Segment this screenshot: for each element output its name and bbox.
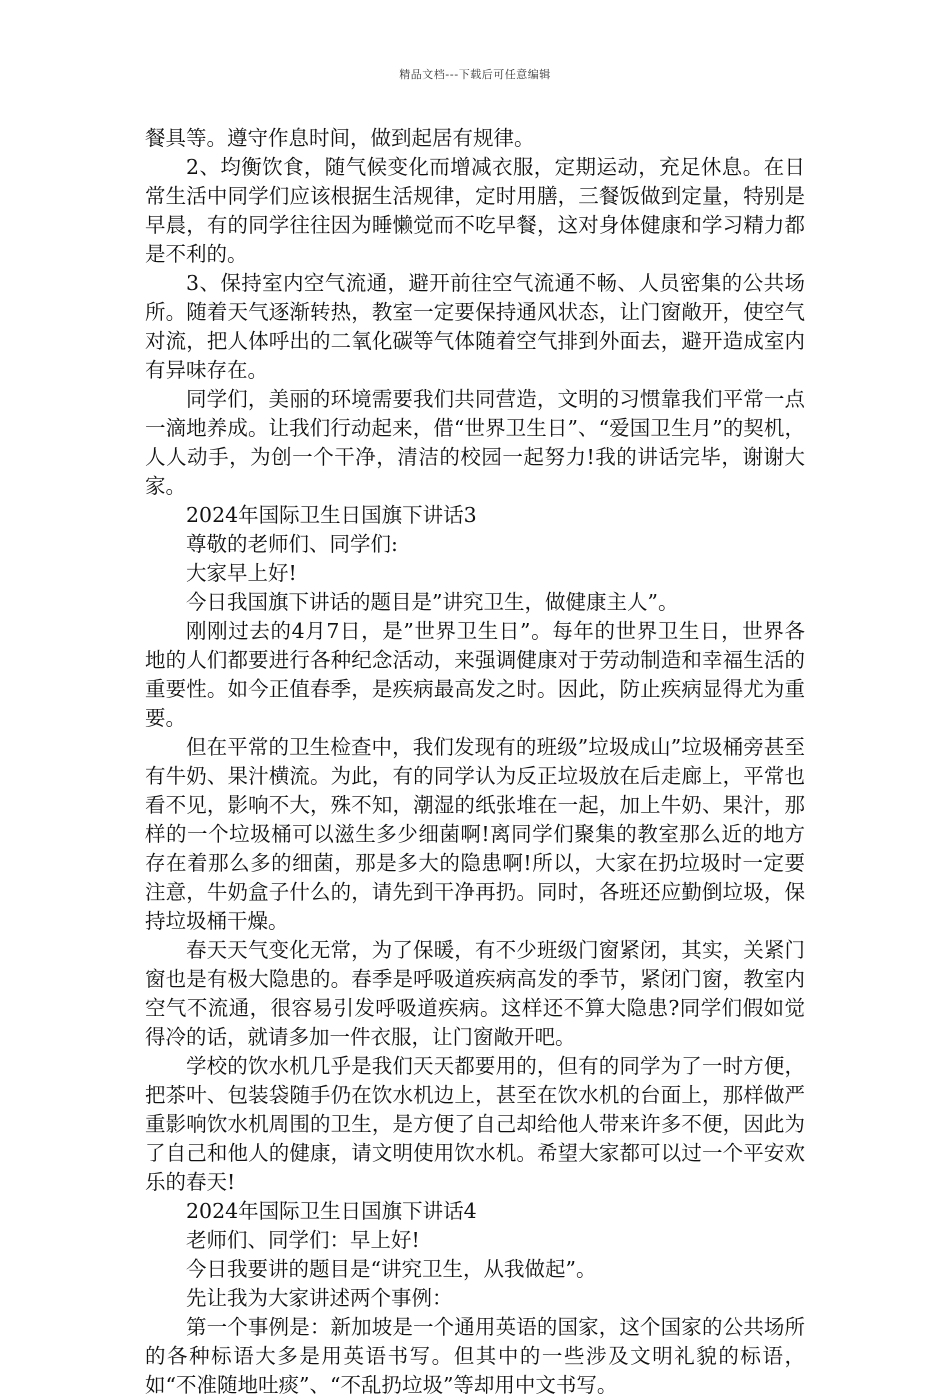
paragraph: 学校的饮水机几乎是我们天天都要用的，但有的同学为了一时方便，把茶叶、包装袋随手仍在饮水机边上，甚至在饮水机的台面上，那样做严重影响饮水机周围的卫生，是方便了自己却给他人带来许多不便，因此为了自己和他人的健康，请文明使用饮水机。希望大家都可以过一个平安欢乐的春天! [145,1054,805,1194]
paragraph: 今日我要讲的题目是“讲究卫生，从我做起”。 [186,1257,597,1281]
greeting: 大家早上好! [186,561,297,585]
paragraph: 2、均衡饮食，随气候变化而增减衣服，定期运动，充足休息。在日常生活中同学们应该根据生活规律，定时用膳，三餐饭做到定量，特别是早晨，有的同学往往因为睡懒觉而不吃早餐，这对身体健康和学习精力都是不利的。 [145,155,805,266]
paragraph: 3、保持室内空气流通，避开前往空气流通不畅、人员密集的公共场所。随着天气逐渐转热，教室一定要保持通风状态，让门窗敞开，使空气对流，把人体呼出的二氧化碳等气体随着空气排到外面去，避开造成室内有异味存在。 [145,271,805,382]
page-header: 精品文档---下载后可任意编辑 [399,68,551,81]
paragraph: 刚刚过去的4月7日，是”世界卫生日”。每年的世界卫生日，世界各地的人们都要进行各种纪念活动，来强调健康对于劳动制造和幸福生活的重要性。如今正值春季，是疾病最高发之时。因此，防止疾病显得尤为重要。 [145,619,805,730]
document-body [145,124,805,1400]
paragraph: 今日我国旗下讲话的题目是”讲究卫生，做健康主人”。 [186,590,679,614]
salutation: 老师们、同学们：早上好! [186,1228,420,1252]
paragraph: 第一个事例是：新加坡是一个通用英语的国家，这个国家的公共场所的各种标语大多是用英语书写。但其中的一些涉及文明礼貌的标语，如“不准随地吐痰”、“不乱扔垃圾”等却用中文书写。 [145,1315,805,1397]
paragraph: 但在平常的卫生检查中，我们发现有的班级”垃圾成山”垃圾桶旁甚至有牛奶、果汁横流。为此，有的同学认为反正垃圾放在后走廊上，平常也看不见，影响不大，殊不知，潮湿的纸张堆在一起，加上牛奶、果汁，那样的一个垃圾桶可以滋生多少细菌啊!离同学们聚集的教室那么近的地方存在着那么多的细菌，那是多大的隐患啊!所以，大家在扔垃圾时一定要注意，牛奶盒子什么的，请先到干净再扔。同时，各班还应勤倒垃圾，保持垃圾桶干燥。 [145,735,805,933]
salutation: 尊敬的老师们、同学们: [186,532,398,556]
paragraph: 餐具等。遵守作息时间，做到起居有规律。 [145,126,535,150]
paragraph: 先让我为大家讲述两个事例： [186,1286,453,1310]
section-title: 2024年国际卫生日国旗下讲话3 [186,503,477,527]
paragraph: 同学们，美丽的环境需要我们共同营造，文明的习惯靠我们平常一点一滴地养成。让我们行动起来，借“世界卫生日”、“爱国卫生月”的契机，人人动手，为创一个干净，清洁的校园一起努力!我的讲话完毕，谢谢大家。 [145,387,805,498]
paragraph: 春天天气变化无常，为了保暖，有不少班级门窗紧闭，其实，关紧门窗也是有极大隐患的。春季是呼吸道疾病高发的季节，紧闭门窗，教室内空气不流通，很容易引发呼吸道疾病。这样还不算大隐患?同学们假如觉得冷的话，就请多加一件衣服，让门窗敞开吧。 [145,938,805,1049]
section-title: 2024年国际卫生日国旗下讲话4 [186,1199,477,1223]
